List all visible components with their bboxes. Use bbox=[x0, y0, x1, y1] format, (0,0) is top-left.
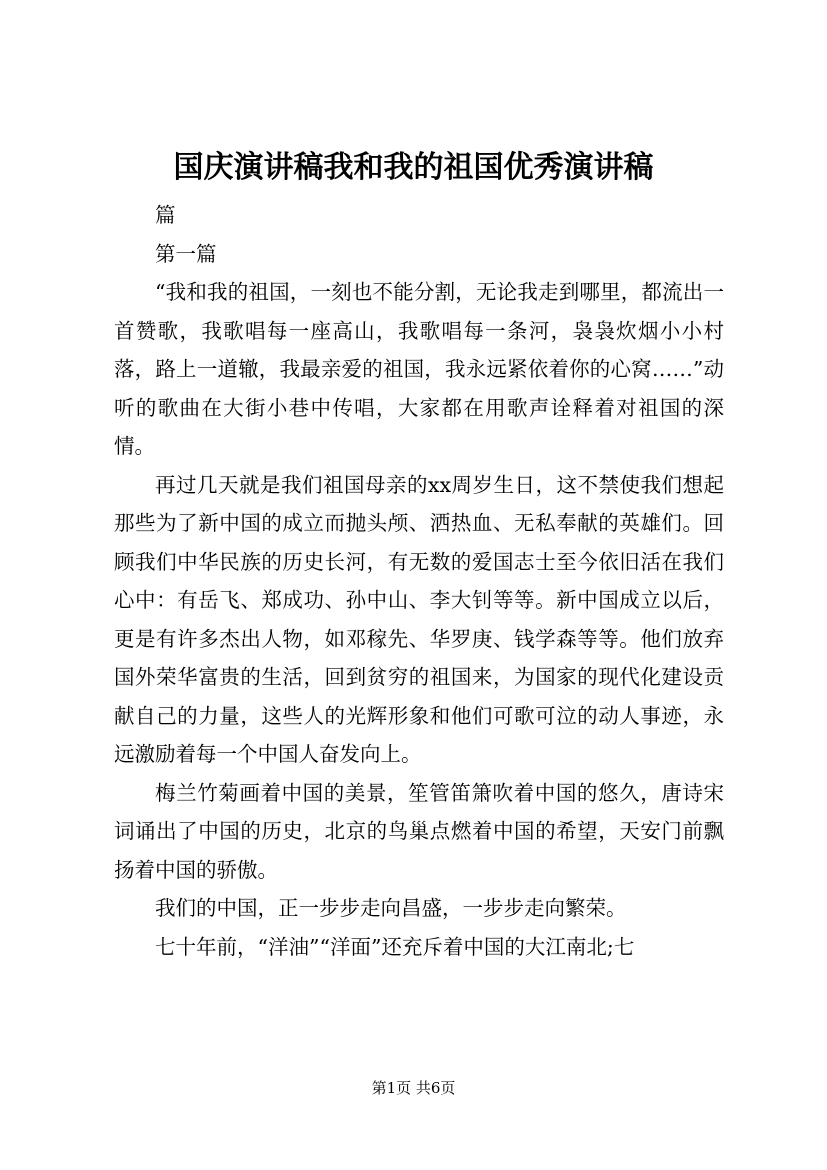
paragraph: 再过几天就是我们祖国母亲的xx周岁生日，这不禁使我们想起那些为了新中国的成立而抛头颅、洒热血、无私奉献的英雄们。回顾我们中华民族的历史长河，有无数的爱国志士至今依旧活在我们心中：有岳飞、郑成功、孙中山、李大钊等等。新中国成立以后，更是有许多杰出人物，如邓稼先、华罗庚、钱学森等等。他们放弃国外荣华富贵的生活，回到贫穷的祖国来，为国家的现代化建设贡献自己的力量，这些人的光辉形象和他们可歌可泣的动人事迹，永远激励着每一个中国人奋发向上。 bbox=[114, 472, 724, 766]
section-label: 篇 bbox=[155, 203, 176, 227]
paragraph: “我和我的祖国，一刻也不能分割，无论我走到哪里，都流出一首赞歌，我歌唱每一座高山，我歌唱每一条河，袅袅炊烟小小村落，路上一道辙，我最亲爱的祖国，我永远紧依着你的心窝……”动听的歌曲在大街小巷中传唱，大家都在用歌声诠释着对祖国的深情。 bbox=[114, 280, 724, 458]
page-footer: 第1页 共6页 bbox=[371, 1079, 456, 1097]
paragraph: 我们的中国，正一步步走向昌盛，一步步走向繁荣。 bbox=[155, 896, 627, 920]
paragraph: 梅兰竹菊画着中国的美景，笙管笛箫吹着中国的悠久，唐诗宋词诵出了中国的历史，北京的鸟巢点燃着中国的希望，天安门前飘扬着中国的骄傲。 bbox=[114, 780, 724, 882]
document-body bbox=[114, 196, 724, 966]
document-title: 国庆演讲稿我和我的祖国优秀演讲稿 bbox=[173, 150, 654, 185]
paragraph: 七十年前，“洋油”“洋面”还充斥着中国的大江南北;七 bbox=[155, 934, 635, 959]
section-heading: 第一篇 bbox=[155, 241, 217, 266]
